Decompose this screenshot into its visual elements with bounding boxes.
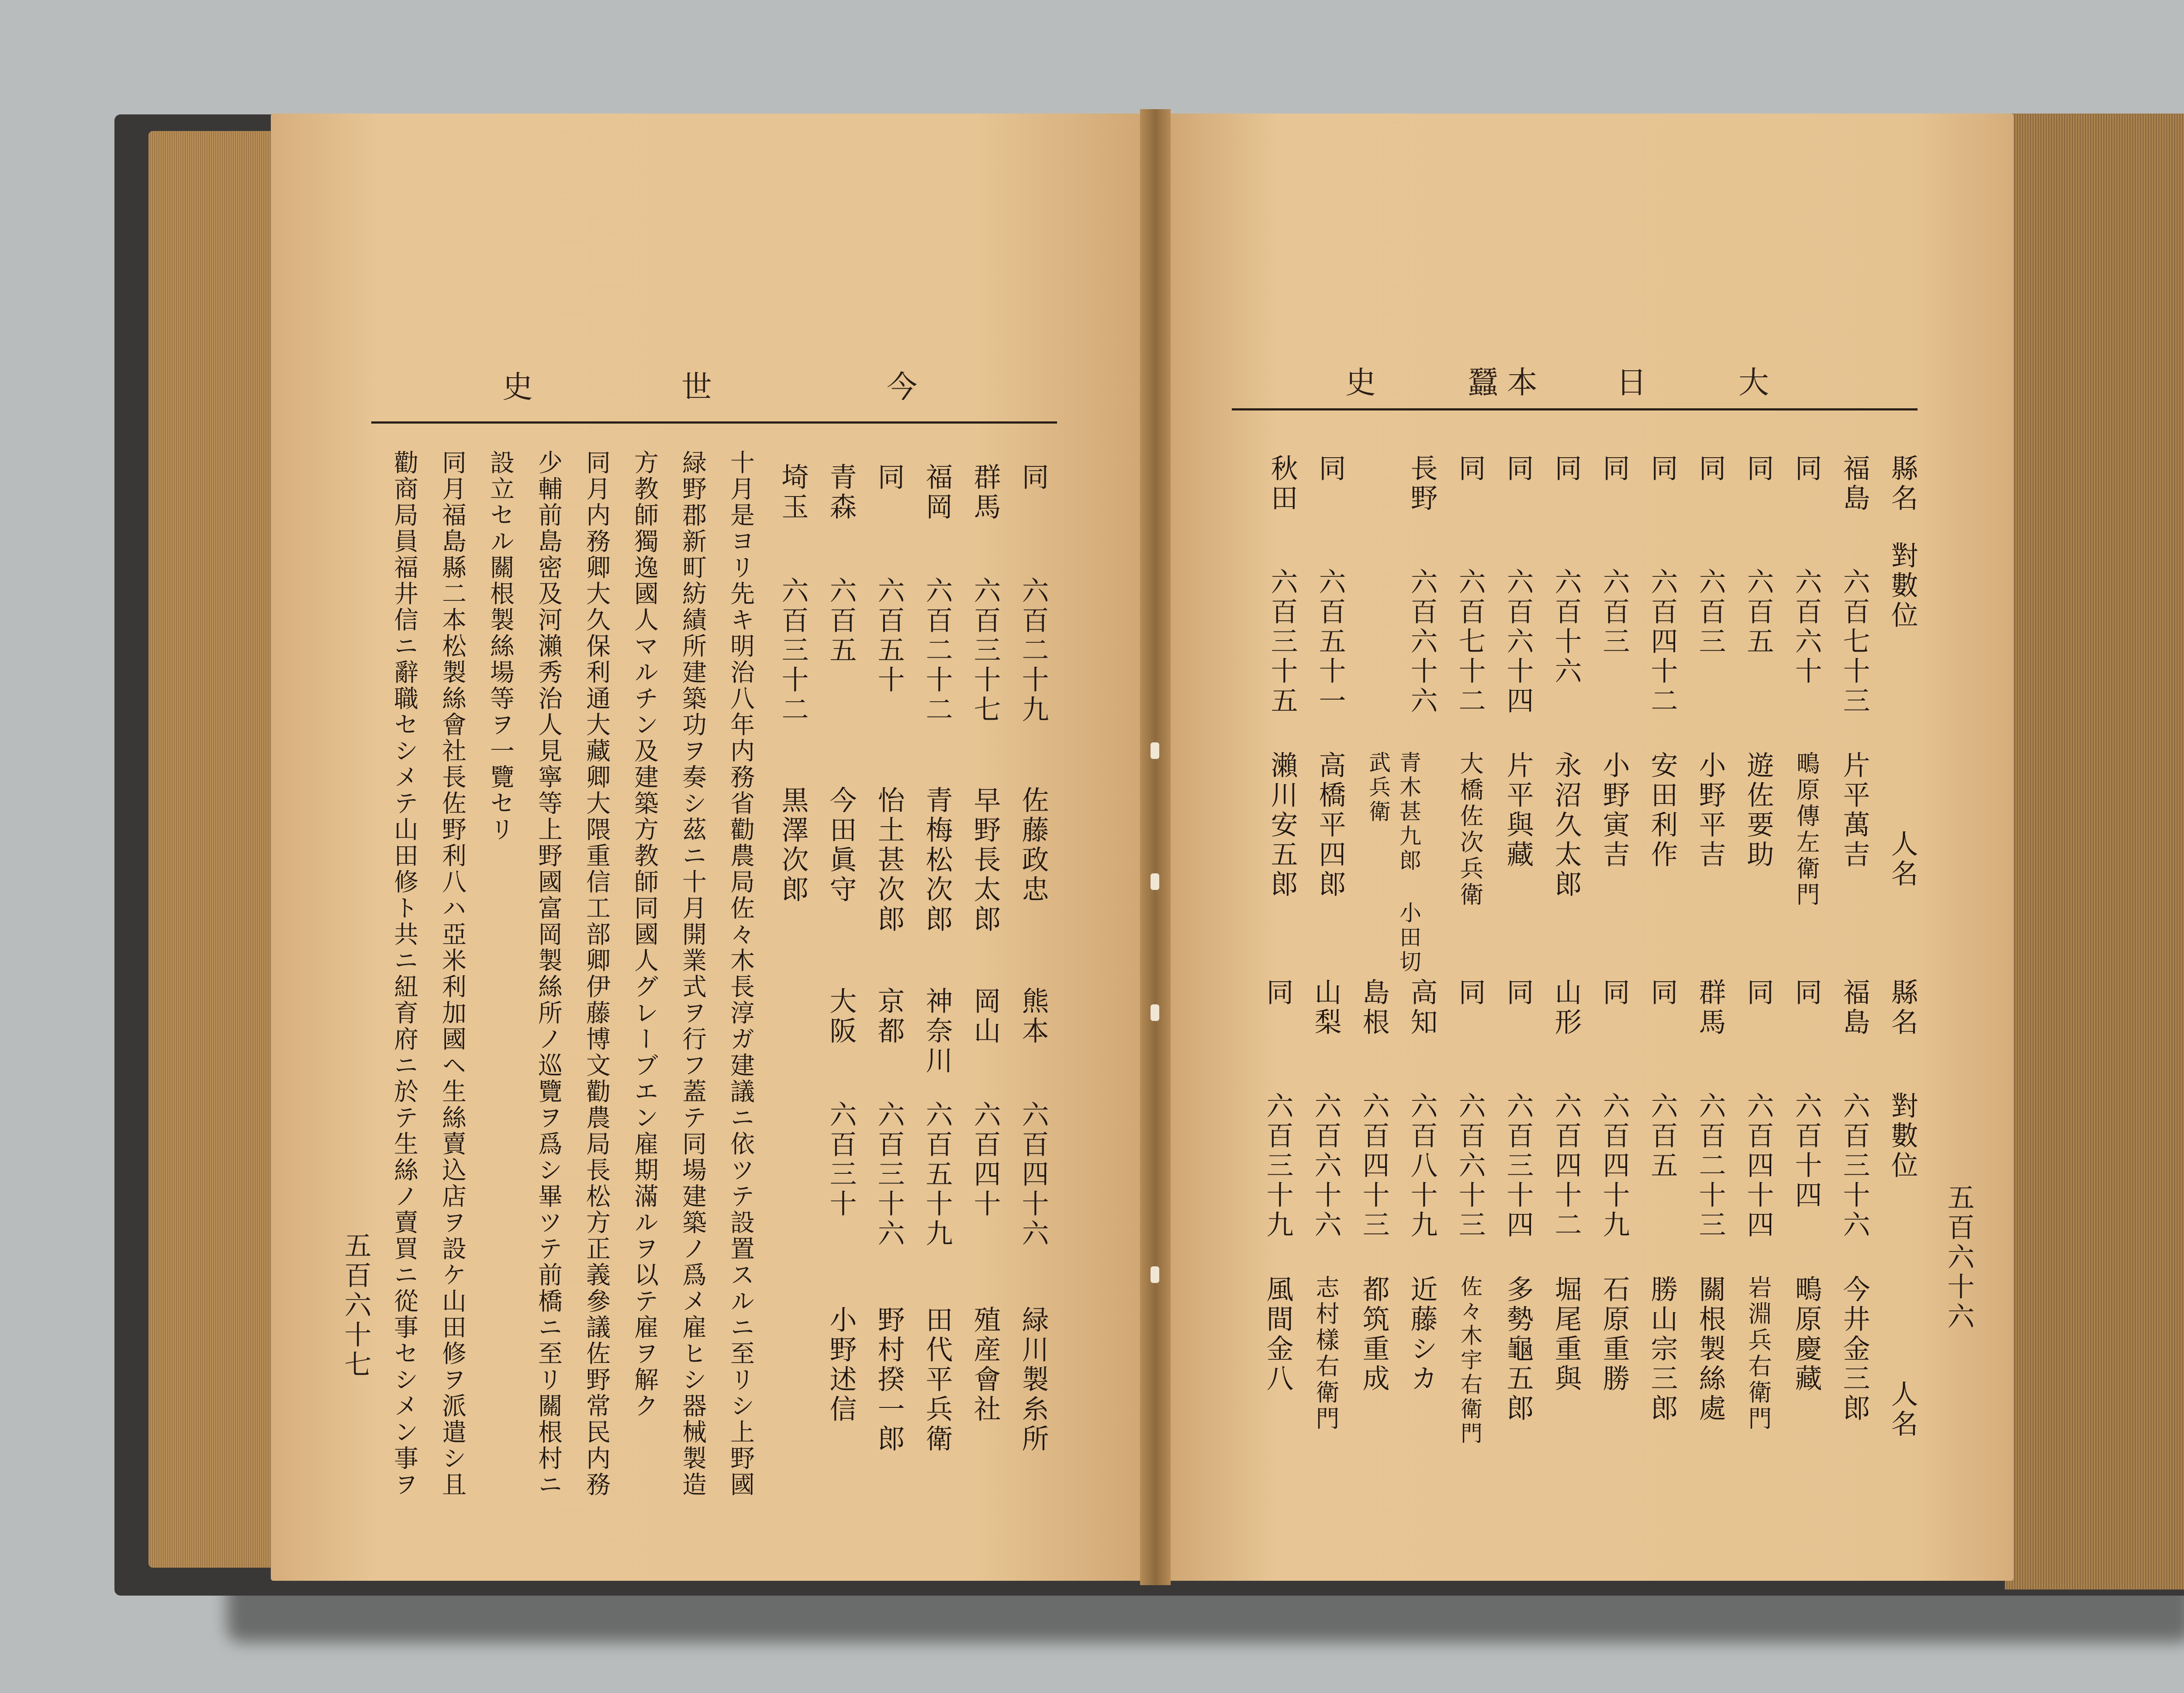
left-row-name: 早野長太郎 xyxy=(969,786,1001,934)
left-row-pref: 青森 xyxy=(825,463,857,522)
left-row-number2: 六百四十 xyxy=(969,1100,1001,1219)
prose-line: 設立セル關根製絲場等ヲ一覽セリ xyxy=(486,450,515,843)
column-header-name: 人名 xyxy=(1887,830,1918,889)
left-row-number2: 六百五十九 xyxy=(921,1100,953,1249)
upper-row-name: 小野平吉 xyxy=(1694,751,1726,870)
page-edges-left xyxy=(149,131,280,1568)
lower-row-name: 鴫原慶藏 xyxy=(1790,1275,1822,1394)
upper-row-pref: 同 xyxy=(1598,454,1630,484)
left-row-name2: 殖産會社 xyxy=(969,1306,1001,1424)
binding-stitch xyxy=(1151,1004,1159,1021)
left-row-name: 怡土甚次郎 xyxy=(873,786,905,934)
column-header-pref: 縣名 xyxy=(1887,978,1918,1038)
lower-row-number: 六百八十九 xyxy=(1406,1092,1438,1240)
left-row-number: 六百五十 xyxy=(873,576,905,695)
lower-row-pref: 高知 xyxy=(1406,978,1438,1038)
left-row-number2: 六百三十六 xyxy=(873,1100,905,1249)
column-header-count: 對數位 xyxy=(1887,1092,1918,1181)
lower-row-name: 佐々木宇右衛門 xyxy=(1457,1275,1482,1446)
right-header-char: 史 xyxy=(1345,365,1376,400)
upper-row-number: 六百六十六 xyxy=(1406,568,1438,716)
lower-row-pref: 福島 xyxy=(1838,978,1870,1038)
prose-line: 少輔前島密及河瀨秀治人見寧等上野國富岡製絲所ノ巡覽ヲ爲シ畢ツテ前橋ニ至リ關根村ニ xyxy=(534,450,563,1498)
prose-line: 同月福島縣二本松製絲會社長佐野利八ハ亞米利加國ヘ生絲賣込店ヲ設ケ山田修ヲ派遣シ且 xyxy=(438,450,467,1498)
right-header-char: 蠶 xyxy=(1468,365,1498,400)
upper-row-number: 六百六十 xyxy=(1790,568,1822,686)
upper-row-number: 六百七十二 xyxy=(1454,568,1486,716)
left-header-char: 世 xyxy=(681,369,712,405)
right-header-char: 日 xyxy=(1616,365,1647,400)
prose-line: 緑野郡新町紡績所建築功ヲ奏シ茲ニ十月開業式ヲ行フ蓋テ同場建築ノ爲メ雇ヒシ器械製造 xyxy=(678,450,707,1498)
left-row-org: 大阪 xyxy=(825,987,857,1046)
lower-row-pref: 島根 xyxy=(1358,978,1390,1038)
left-row-pref: 同 xyxy=(1017,463,1049,493)
left-row-number: 六百五 xyxy=(825,576,857,665)
left-row-name: 黒澤次郎 xyxy=(777,786,809,905)
upper-row-number: 六百五十一 xyxy=(1314,568,1346,716)
left-row-name: 青梅松次郎 xyxy=(921,786,953,934)
lower-row-name: 勝山宗三郎 xyxy=(1646,1275,1678,1424)
binding-stitch xyxy=(1151,1266,1159,1283)
lower-row-number: 六百三十四 xyxy=(1502,1092,1534,1240)
upper-row-pref: 秋田 xyxy=(1266,454,1298,514)
lower-row-pref: 同 xyxy=(1502,978,1534,1008)
prose-line: 同月内務卿大久保利通大藏卿大隈重信工部卿伊藤博文勸農局長松方正義參議佐野常民内務 xyxy=(582,450,611,1498)
lower-row-pref: 同 xyxy=(1742,978,1774,1008)
lower-row-name: 今井金三郎 xyxy=(1838,1275,1870,1424)
lower-row-pref: 同 xyxy=(1646,978,1678,1008)
prose-line: 十月是ヨリ先キ明治八年内務省勸農局佐々木長淳ガ建議ニ依ツテ設置スルニ至リシ上野國 xyxy=(726,450,755,1498)
upper-row-pref: 同 xyxy=(1454,454,1486,484)
left-row-number2: 六百三十 xyxy=(825,1100,857,1219)
upper-row-name: 片平與藏 xyxy=(1502,751,1534,870)
binding-stitch xyxy=(1151,742,1159,759)
left-header-char: 今 xyxy=(887,369,917,405)
lower-row-name: 近藤シカ xyxy=(1406,1275,1438,1394)
lower-row-pref: 同 xyxy=(1790,978,1822,1008)
upper-row-name: 青木甚九郎 小田切武兵衛 xyxy=(1365,751,1421,975)
lower-row-name: 石原重勝 xyxy=(1598,1275,1630,1394)
lower-row-number: 六百六十六 xyxy=(1310,1092,1342,1240)
lower-row-number: 六百二十三 xyxy=(1694,1092,1726,1240)
upper-row-number: 六百七十三 xyxy=(1838,568,1870,716)
lower-row-number: 六百十四 xyxy=(1790,1092,1822,1210)
book-gutter xyxy=(1140,109,1171,1585)
lower-row-pref: 群馬 xyxy=(1694,978,1726,1038)
lower-row-name: 風間金八 xyxy=(1262,1275,1294,1394)
upper-row-number: 六百六十四 xyxy=(1502,568,1534,716)
lower-row-number: 六百三十九 xyxy=(1262,1092,1294,1240)
right-header-char: 大 xyxy=(1738,365,1769,400)
upper-row-name: 安田利作 xyxy=(1646,751,1678,870)
lower-row-number: 六百五 xyxy=(1646,1092,1678,1181)
lower-row-name: 岩淵兵右衛門 xyxy=(1745,1275,1772,1432)
lower-row-pref: 同 xyxy=(1454,978,1486,1008)
left-row-name2: 田代平兵衛 xyxy=(921,1306,953,1454)
right-header-char: 本 xyxy=(1507,365,1538,400)
left-row-org: 京都 xyxy=(873,987,905,1046)
lower-row-name: 志村樣右衛門 xyxy=(1312,1275,1340,1432)
upper-row-pref: 同 xyxy=(1742,454,1774,484)
binding-stitch xyxy=(1151,873,1159,890)
lower-row-number: 六百四十四 xyxy=(1742,1092,1774,1240)
prose-line: 方教師獨逸國人マルチン及建築方教師同國人グレーブエン雇期滿ルヲ以テ雇ヲ解ク xyxy=(630,450,659,1419)
upper-row-number: 六百五 xyxy=(1742,568,1774,657)
left-row-pref: 福岡 xyxy=(921,463,953,522)
left-row-org: 熊本 xyxy=(1017,987,1049,1046)
lower-row-pref: 山形 xyxy=(1550,978,1582,1038)
upper-row-number: 六百三 xyxy=(1694,568,1726,657)
page-edges-right xyxy=(2005,114,2184,1590)
upper-row-name: 遊佐要助 xyxy=(1742,751,1774,870)
upper-row-name: 片平萬吉 xyxy=(1838,751,1870,870)
upper-row-number: 六百四十二 xyxy=(1646,568,1678,716)
lower-row-number: 六百四十九 xyxy=(1598,1092,1630,1240)
upper-row-pref: 同 xyxy=(1646,454,1678,484)
left-row-number: 六百三十二 xyxy=(777,576,809,725)
right-page-number: 五百六十六 xyxy=(1943,1183,1975,1332)
upper-row-name: 永沼久太郎 xyxy=(1550,751,1582,900)
upper-row-pref: 同 xyxy=(1502,454,1534,484)
upper-row-pref: 同 xyxy=(1314,454,1346,484)
column-header-count: 對數位 xyxy=(1887,541,1918,631)
left-row-name2: 野村揆一郎 xyxy=(873,1306,905,1454)
lower-row-number: 六百三十六 xyxy=(1838,1092,1870,1240)
lower-row-name: 堀尾重與 xyxy=(1550,1275,1582,1394)
upper-row-name: 大橋佐次兵衛 xyxy=(1456,751,1484,908)
left-row-number: 六百三十七 xyxy=(969,576,1001,725)
left-row-name: 今田眞守 xyxy=(825,786,857,905)
lower-row-number: 六百四十三 xyxy=(1358,1092,1390,1240)
lower-row-pref: 山梨 xyxy=(1310,978,1342,1038)
left-row-name: 佐藤政忠 xyxy=(1017,786,1049,905)
left-row-number: 六百二十二 xyxy=(921,576,953,725)
column-header-name: 人名 xyxy=(1887,1380,1918,1439)
upper-row-pref: 同 xyxy=(1790,454,1822,484)
left-page-number: 五百六十七 xyxy=(340,1231,372,1380)
lower-row-name: 多勢龜五郎 xyxy=(1502,1275,1534,1424)
lower-row-pref: 同 xyxy=(1598,978,1630,1008)
lower-row-pref: 同 xyxy=(1262,978,1294,1008)
upper-row-pref: 同 xyxy=(1694,454,1726,484)
lower-row-name: 關根製絲處 xyxy=(1694,1275,1726,1424)
upper-row-pref: 福島 xyxy=(1838,454,1870,514)
upper-row-number: 六百十六 xyxy=(1550,568,1582,686)
upper-row-number: 六百三十五 xyxy=(1266,568,1298,716)
left-row-org: 神奈川 xyxy=(921,987,953,1076)
upper-row-name: 小野寅吉 xyxy=(1598,751,1630,870)
left-row-pref: 群馬 xyxy=(969,463,1001,522)
lower-row-number: 六百四十二 xyxy=(1550,1092,1582,1240)
left-row-name2: 小野述信 xyxy=(825,1306,857,1424)
left-row-pref: 埼玉 xyxy=(777,463,809,522)
left-row-org: 岡山 xyxy=(969,987,1001,1046)
left-row-number: 六百二十九 xyxy=(1017,576,1049,725)
prose-line: 勸商局員福井信ニ辭職セシメテ山田修ト共ニ紐育府ニ於テ生絲ノ賣買ニ從事セシメン事ヲ xyxy=(390,450,418,1498)
right-header-rule xyxy=(1232,408,1918,410)
left-row-name2: 緑川製糸所 xyxy=(1017,1306,1049,1454)
left-row-number2: 六百四十六 xyxy=(1017,1100,1049,1249)
upper-row-name: 鴫原傳左衛門 xyxy=(1793,751,1820,908)
left-header-char: 史 xyxy=(502,369,533,405)
left-row-pref: 同 xyxy=(873,463,905,493)
left-header-rule xyxy=(371,421,1057,424)
upper-row-name: 瀨川安五郎 xyxy=(1266,751,1298,900)
lower-row-name: 都筑重成 xyxy=(1358,1275,1390,1394)
upper-row-name: 高橋平四郎 xyxy=(1314,751,1346,900)
upper-row-pref: 同 xyxy=(1550,454,1582,484)
column-header-pref: 縣名 xyxy=(1887,454,1918,514)
lower-row-number: 六百六十三 xyxy=(1454,1092,1486,1240)
upper-row-pref: 長野 xyxy=(1406,454,1438,514)
upper-row-number: 六百三 xyxy=(1598,568,1630,657)
